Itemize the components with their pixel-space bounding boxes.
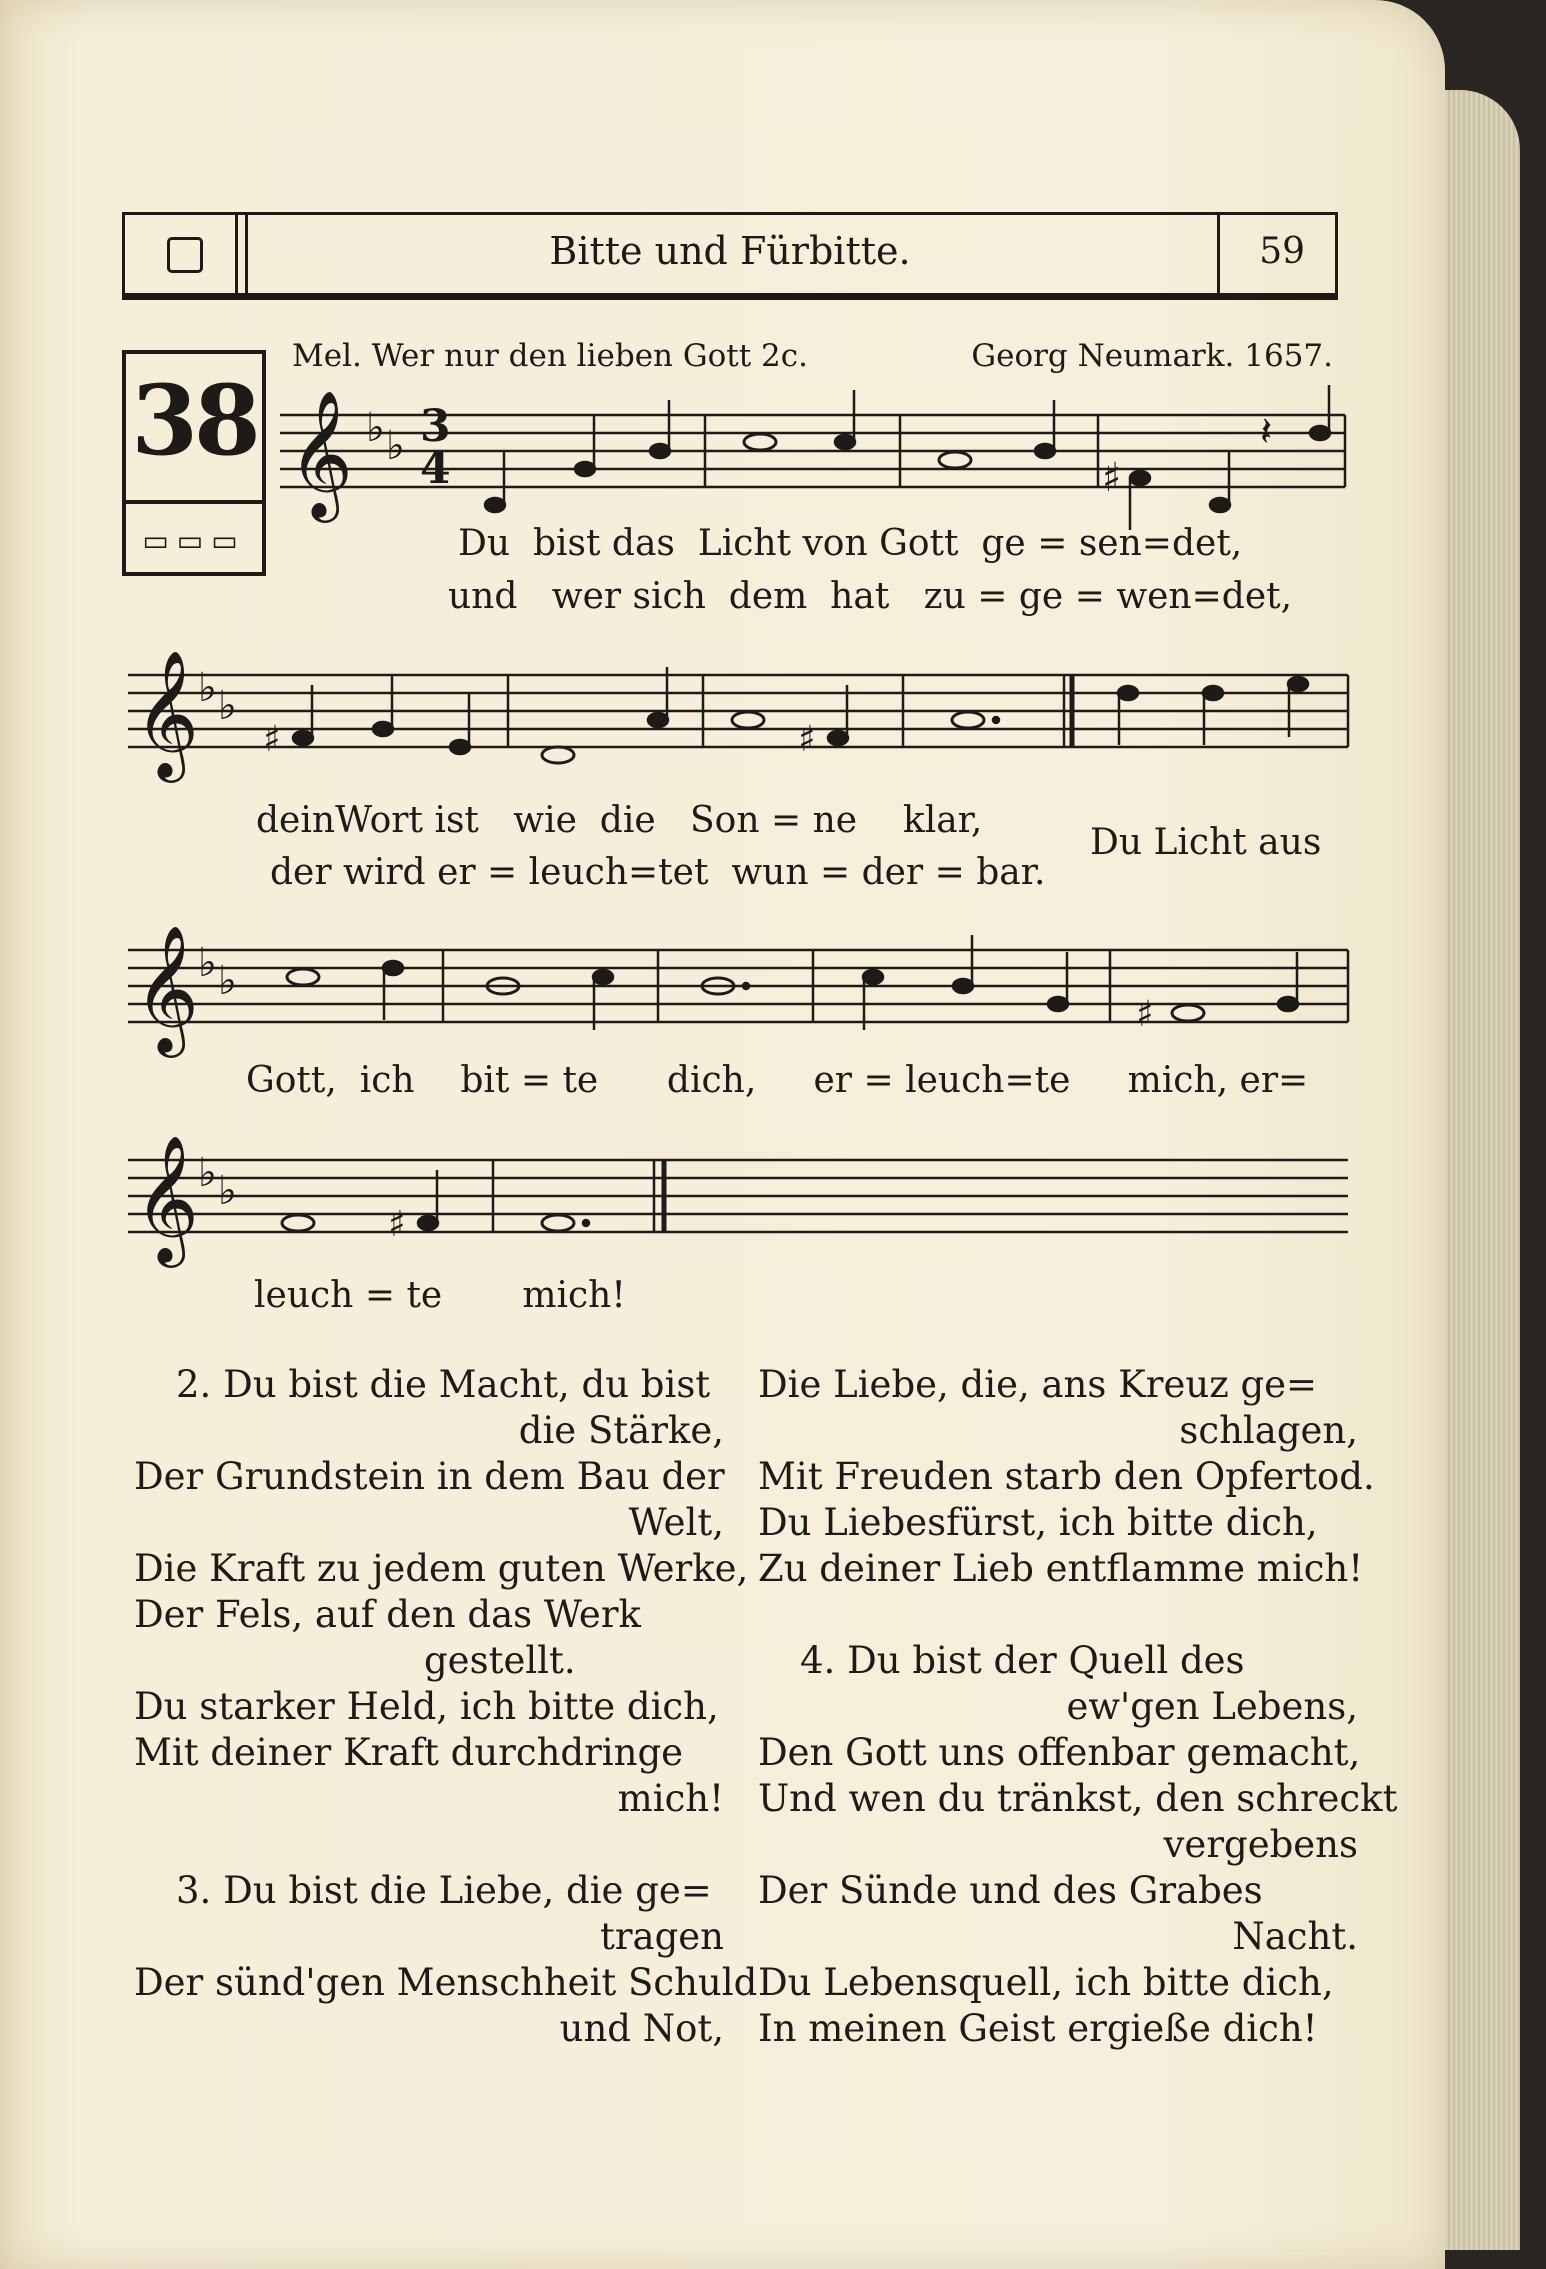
lyrics-line-4: leuch = te mich! xyxy=(254,1275,626,1316)
verse-column-left xyxy=(134,1362,758,2052)
verse-line: 2. Du bist die Macht, du bist xyxy=(176,1363,711,1406)
verse-line: 3. Du bist die Liebe, die ge= xyxy=(176,1869,712,1912)
music-staff-3 xyxy=(128,924,1358,1080)
verse-line: gestellt. xyxy=(424,1639,576,1682)
verse-line: und Not, xyxy=(559,2007,724,2050)
music-staff-2 xyxy=(128,649,1358,805)
note xyxy=(485,498,505,512)
lyrics-line-2a: deinWort ist wie die Son = ne klar, xyxy=(256,800,983,841)
page-edges xyxy=(1440,90,1520,2250)
dot xyxy=(583,1220,589,1226)
dot xyxy=(743,983,749,989)
note xyxy=(287,969,319,985)
note xyxy=(373,722,393,736)
note xyxy=(744,434,776,450)
note xyxy=(1203,686,1223,700)
verse-line: mich! xyxy=(617,1777,724,1820)
note xyxy=(1310,426,1330,440)
note xyxy=(282,1215,314,1231)
note xyxy=(1130,471,1150,485)
note xyxy=(1035,444,1055,458)
dot xyxy=(993,717,999,723)
note xyxy=(835,435,855,449)
verse-line: Nacht. xyxy=(1232,1915,1358,1958)
sharp-accidental: ♯ xyxy=(1102,455,1122,501)
treble-clef: 𝄞 xyxy=(134,1134,200,1262)
note xyxy=(575,462,595,476)
note xyxy=(732,712,764,728)
note xyxy=(542,747,574,763)
note xyxy=(418,1216,438,1230)
verse-line: Der Sünde und des Grabes xyxy=(758,1869,1263,1912)
time-signature-top: 3 xyxy=(420,401,451,452)
note xyxy=(383,961,403,975)
note xyxy=(939,452,971,468)
note xyxy=(1278,997,1298,1011)
sharp-accidental: ♯ xyxy=(263,719,281,760)
lyrics-line-1a: Du bist das Licht von Gott ge = sen=det, xyxy=(458,523,1243,564)
flat-b-signature: ♭ xyxy=(198,1150,217,1196)
sharp-accidental: ♯ xyxy=(798,719,816,760)
hymn-marks: ▭▭▭ xyxy=(142,524,246,557)
section-title: Bitte und Fürbitte. xyxy=(549,229,911,273)
flat-e-signature: ♭ xyxy=(218,683,237,729)
page-number: 59 xyxy=(1259,231,1305,272)
verse-line: ew'gen Lebens, xyxy=(1066,1685,1358,1728)
sharp-accidental: ♯ xyxy=(388,1204,406,1245)
note xyxy=(1210,498,1230,512)
verse-column-right xyxy=(758,1362,1398,2052)
hymn-number-box xyxy=(122,350,266,576)
quarter-rest: 𝄽 xyxy=(1260,409,1273,455)
note xyxy=(828,731,848,745)
melody-reference: Mel. Wer nur den lieben Gott 2c. xyxy=(292,338,808,374)
verse-line: Die Kraft zu jedem guten Werke, xyxy=(134,1547,749,1590)
flat-b-signature: ♭ xyxy=(198,665,217,711)
treble-clef: 𝄞 xyxy=(288,389,354,517)
note xyxy=(1288,677,1308,691)
time-signature-bottom: 4 xyxy=(420,443,451,494)
verse-line: Die Liebe, die, ans Kreuz ge= xyxy=(758,1363,1318,1406)
verse-line: Und wen du tränkst, den schreckt xyxy=(758,1777,1398,1820)
note xyxy=(648,713,668,727)
treble-clef: 𝄞 xyxy=(134,924,200,1052)
note xyxy=(542,1215,574,1231)
note xyxy=(593,970,613,984)
note xyxy=(450,740,470,754)
note xyxy=(1048,997,1068,1011)
header-divider-right xyxy=(1217,215,1220,293)
verse-line xyxy=(758,1592,1358,1638)
note xyxy=(953,979,973,993)
hymn-number-separator xyxy=(126,500,262,504)
note xyxy=(863,970,883,984)
verse-line: In meinen Geist ergieße dich! xyxy=(758,2007,1318,2050)
flat-b-signature: ♭ xyxy=(198,940,217,986)
verse-line: Der Fels, auf den das Werk xyxy=(134,1593,641,1636)
verse-line: Mit deiner Kraft durchdringe xyxy=(134,1731,684,1774)
hymn-number: 38 xyxy=(131,364,257,477)
verse-line: die Stärke, xyxy=(518,1409,724,1452)
lyrics-line-2b: der wird er = leuch=tet wun = der = bar. xyxy=(270,852,1046,893)
verse-line: Der sünd'gen Menschheit Schuld xyxy=(134,1961,758,2004)
verse-line: Du Liebesfürst, ich bitte dich, xyxy=(758,1501,1318,1544)
verse-line: schlagen, xyxy=(1179,1409,1358,1452)
verse-line: Der Grundstein in dem Bau der xyxy=(134,1455,725,1498)
music-staff-4 xyxy=(128,1134,1358,1290)
verse-line: Zu deiner Lieb entflamme mich! xyxy=(758,1547,1364,1590)
note xyxy=(952,712,984,728)
verse-line: Du starker Held, ich bitte dich, xyxy=(134,1685,719,1728)
flat-e-signature: ♭ xyxy=(386,423,405,469)
composer-credit: Georg Neumark. 1657. xyxy=(971,338,1333,374)
verse-line: Den Gott uns offenbar gemacht, xyxy=(758,1731,1361,1774)
note xyxy=(650,444,670,458)
verse-line: 4. Du bist der Quell des xyxy=(800,1639,1245,1682)
sharp-accidental: ♯ xyxy=(1136,994,1154,1035)
flat-e-signature: ♭ xyxy=(218,1168,237,1214)
verse-line: tragen xyxy=(599,1915,724,1958)
lyrics-line-3: Gott, ich bit = te dich, er = leuch=te mich, er= xyxy=(246,1060,1309,1101)
note xyxy=(1118,686,1138,700)
flat-e-signature: ♭ xyxy=(218,958,237,1004)
lyrics-line-1b: und wer sich dem hat zu = ge = wen=det, xyxy=(448,576,1293,617)
verse-line xyxy=(134,1822,724,1868)
note xyxy=(1172,1005,1204,1021)
verse-line: Welt, xyxy=(628,1501,724,1544)
note xyxy=(293,731,313,745)
flat-b-signature: ♭ xyxy=(366,405,385,451)
verse-line: vergebens xyxy=(1163,1823,1358,1866)
running-header xyxy=(122,212,1338,296)
verse-line: Du Lebensquell, ich bitte dich, xyxy=(758,1961,1334,2004)
verse-line: Mit Freuden starb den Opfertod. xyxy=(758,1455,1375,1498)
treble-clef: 𝄞 xyxy=(134,649,200,777)
lyrics-line-2c: Du Licht aus xyxy=(1090,822,1322,863)
